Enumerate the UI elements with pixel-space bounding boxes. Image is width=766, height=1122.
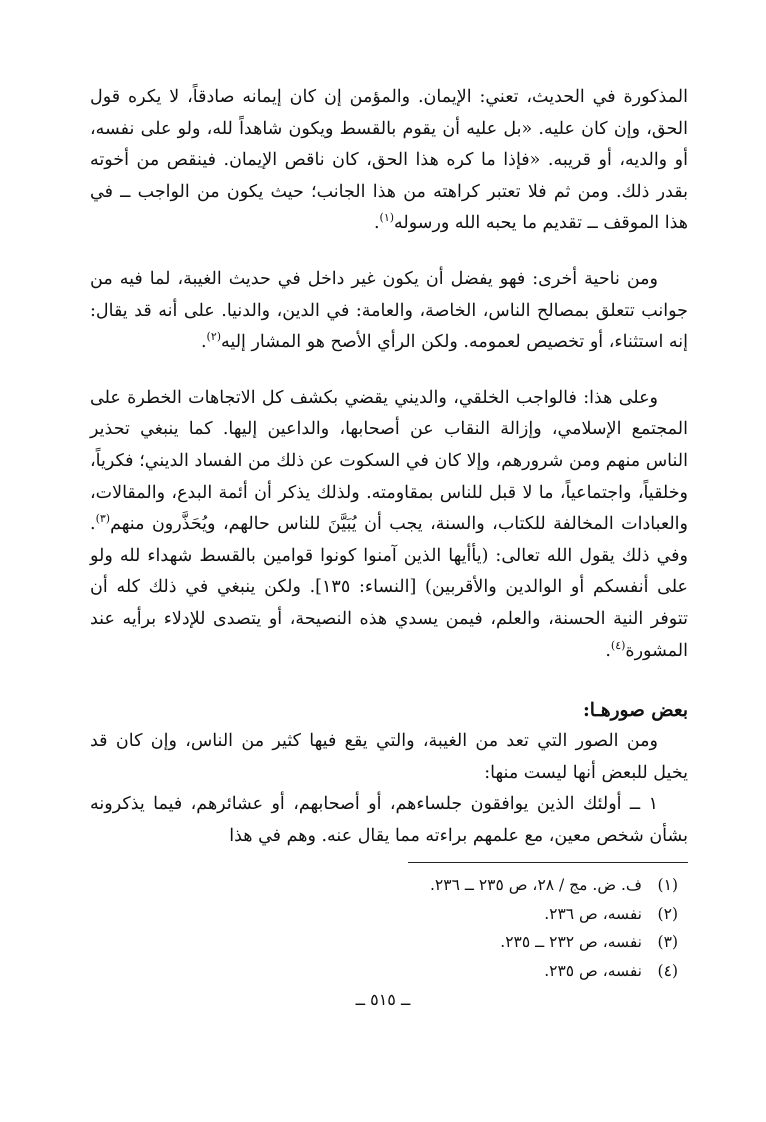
footnote-4-number: (٤) bbox=[657, 961, 678, 980]
footnote-3 bbox=[90, 928, 678, 957]
paragraph-4: ومن الصور التي تعد من الغيبة، والتي يقع فيها كثير من الناس، وإن كان قد يخيل للبعض أنها ليست منها: bbox=[90, 731, 688, 783]
paragraph-2-end: . bbox=[200, 332, 207, 353]
footnote-3-text: نفسه، ص ٢٣٢ ــ ٢٣٥. bbox=[500, 933, 642, 952]
paragraph-1-text: المذكورة في الحديث، تعني: الإيمان. والمؤمن إن كان إيمانه صادقاً، لا يكره قول الحق، وإن كان عليه. «بل عليه أن يقوم بالقسط ويكون شاهداً لله، ولو على نفسه، أو والديه، أو قريبه. «فإذا ما كره هذا الحق، كان ناقص الإيمان. فينقص من أخوته بقدر ذلك. ومن ثم فلا تعتبر كراهته من هذا الجانب؛ حيث يكون من الواجب ــ في هذا الموقف ــ تقديم ما يحبه الله ورسوله bbox=[90, 87, 688, 234]
footnote-4 bbox=[90, 957, 678, 986]
paragraph-3-continuation: . وفي ذلك يقول الله تعالى: (يأأيها الذين آمنوا كونوا قوامين بالقسط شهداء لله ولو على أنفسكم أو الوالدين والأقربين) [النساء: ١٣٥]. ولكن ينبغي في ذلك كله أن تتوفر النية الحسنة، والعلم، فيمن يسدي هذه النصيحة، أو يتصدى للإدلاء برأيه عند المشورة bbox=[90, 514, 688, 661]
footnote-separator-wrap bbox=[90, 862, 688, 863]
footnote-1-text: ف. ض. مج / ٢٨، ص ٢٣٥ ــ ٢٣٦. bbox=[429, 876, 642, 895]
paragraph-1 bbox=[90, 82, 688, 240]
footnote-1-number: (١) bbox=[657, 876, 678, 895]
footnote-ref-2: (٢) bbox=[206, 330, 222, 344]
paragraph-3-end: . bbox=[605, 640, 611, 661]
paragraph-2 bbox=[90, 264, 688, 359]
footnote-ref-4: (٤) bbox=[610, 638, 626, 652]
footnote-ref-3: (٣) bbox=[95, 512, 111, 526]
footnote-1 bbox=[90, 871, 678, 900]
footnotes bbox=[90, 871, 688, 985]
paragraph-2-text: ومن ناحية أخرى: فهو يفضل أن يكون غير داخل في حديث الغيبة، لما فيه من جوانب تتعلق بمصالح الناس، الخاصة، والعامة: في الدين، والدنيا. على أنه قد يقال: إنه استثناء، أو تخصيص لعمومه. ولكن الرأي الأصح هو المشار إليه bbox=[90, 268, 688, 353]
footnote-ref-1: (١) bbox=[379, 211, 395, 225]
footnote-3-number: (٣) bbox=[657, 933, 678, 952]
page-body bbox=[90, 78, 688, 985]
footnote-separator bbox=[408, 862, 688, 863]
footnote-2 bbox=[90, 900, 678, 929]
paragraph-3 bbox=[90, 383, 688, 667]
footnote-2-number: (٢) bbox=[657, 904, 678, 923]
footnote-2-text: نفسه، ص ٢٣٦. bbox=[544, 904, 642, 923]
section-heading: بعض صورهـا: bbox=[582, 700, 688, 722]
paragraph-1-end: . bbox=[373, 213, 380, 234]
footnote-4-text: نفسه، ص ٢٣٥. bbox=[544, 961, 642, 980]
list-item-1: ١ ــ أولئك الذين يوافقون جلساءهم، أو أصحابهم، أو عشائرهم، فيما يذكرونه بشأن شخص معين، مع علمهم براءته مما يقال عنه. وهم في هذا bbox=[90, 794, 688, 846]
paragraph-3-text: وعلى هذا: فالواجب الخلقي، والديني يقضي بكشف كل الاتجاهات الخطرة على المجتمع الإسلامي، وإزالة النقاب عن أصحابها، والداعين إليها. كما ينبغي تحذير الناس منهم ومن شرورهم، وإلا كان في السكوت عن ذلك من الفساد الديني؛ فكرياً، وخلقياً، واجتماعياً، ما لا قبل للناس بمقاومته. ولذلك يذكر أن أئمة البدع، والمقالات، والعبادات المخالفة للكتاب، والسنة، يجب أن يُبَيَّنَ للناس حالهم، ويُحَذَّرون منهم bbox=[90, 387, 688, 535]
page-number: ــ ٥١٥ ــ bbox=[355, 990, 411, 1009]
